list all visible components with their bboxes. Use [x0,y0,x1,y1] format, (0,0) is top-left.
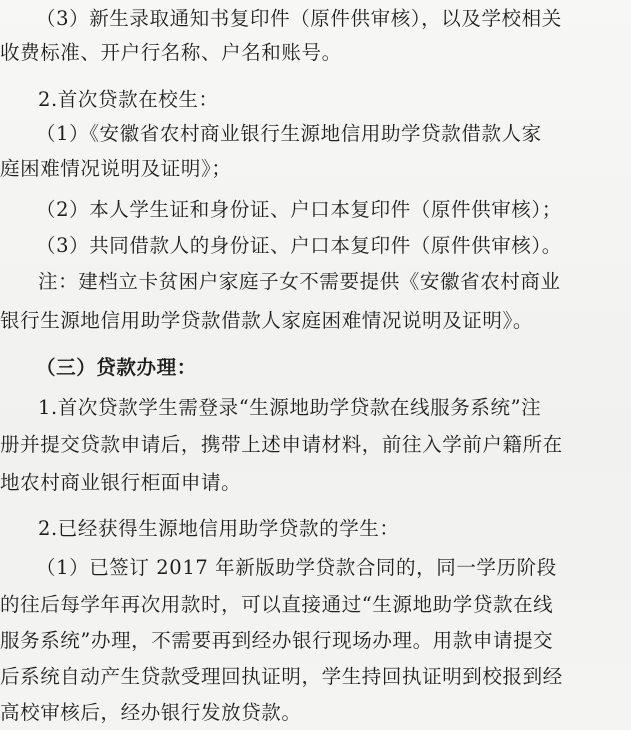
text-line-6: （2）本人学生证和身份证、户口本复印件（原件供审核）； [36,198,562,221]
text-line-1: （3）新生录取通知书复印件（原件供审核），以及学校相关 [36,7,562,30]
text-line-3: 2.首次贷款在校生： [38,88,219,111]
text-line-19: 高校审核后，经办银行发放贷款。 [0,701,302,724]
text-line-15: （1）已签订 2017 年新版助学贷款合同的，同一学历阶段 [36,556,557,579]
text-line-13: 地农村商业银行柜面申请。 [0,471,242,494]
text-line-7: （3）共同借款人的身份证、户口本复印件（原件供审核）。 [36,234,562,257]
text-line-2: 收费标准、开户行名称、户名和账号。 [0,41,342,64]
text-line-17: 服务系统”办理，不需要再到经办银行现场办理。用款申请提交 [0,629,554,652]
text-line-5: 庭困难情况说明及证明》； [0,157,232,180]
text-line-18: 后系统自动产生贷款受理回执证明，学生持回执证明到校报到经 [0,665,563,688]
text-line-9: 银行生源地信用助学贷款借款人家庭困难情况说明及证明》。 [0,309,533,332]
text-line-8: 注：建档立卡贫困户家庭子女不需要提供《安徽省农村商业 [38,270,561,293]
text-line-11: 1.首次贷款学生需登录“生源地助学贷款在线服务系统”注 [38,396,542,419]
section-heading: （三）贷款办理： [36,356,197,379]
text-line-16: 的往后每学年再次用款时，可以直接通过“生源地助学贷款在线 [0,593,554,616]
text-line-4: （1）《安徽省农村商业银行生源地信用助学贷款借款人家 [36,122,542,145]
text-line-12: 册并提交贷款申请后，携带上述申请材料，前往入学前户籍所在 [0,433,563,456]
text-line-14: 2.已经获得生源地信用助学贷款的学生： [38,517,400,540]
